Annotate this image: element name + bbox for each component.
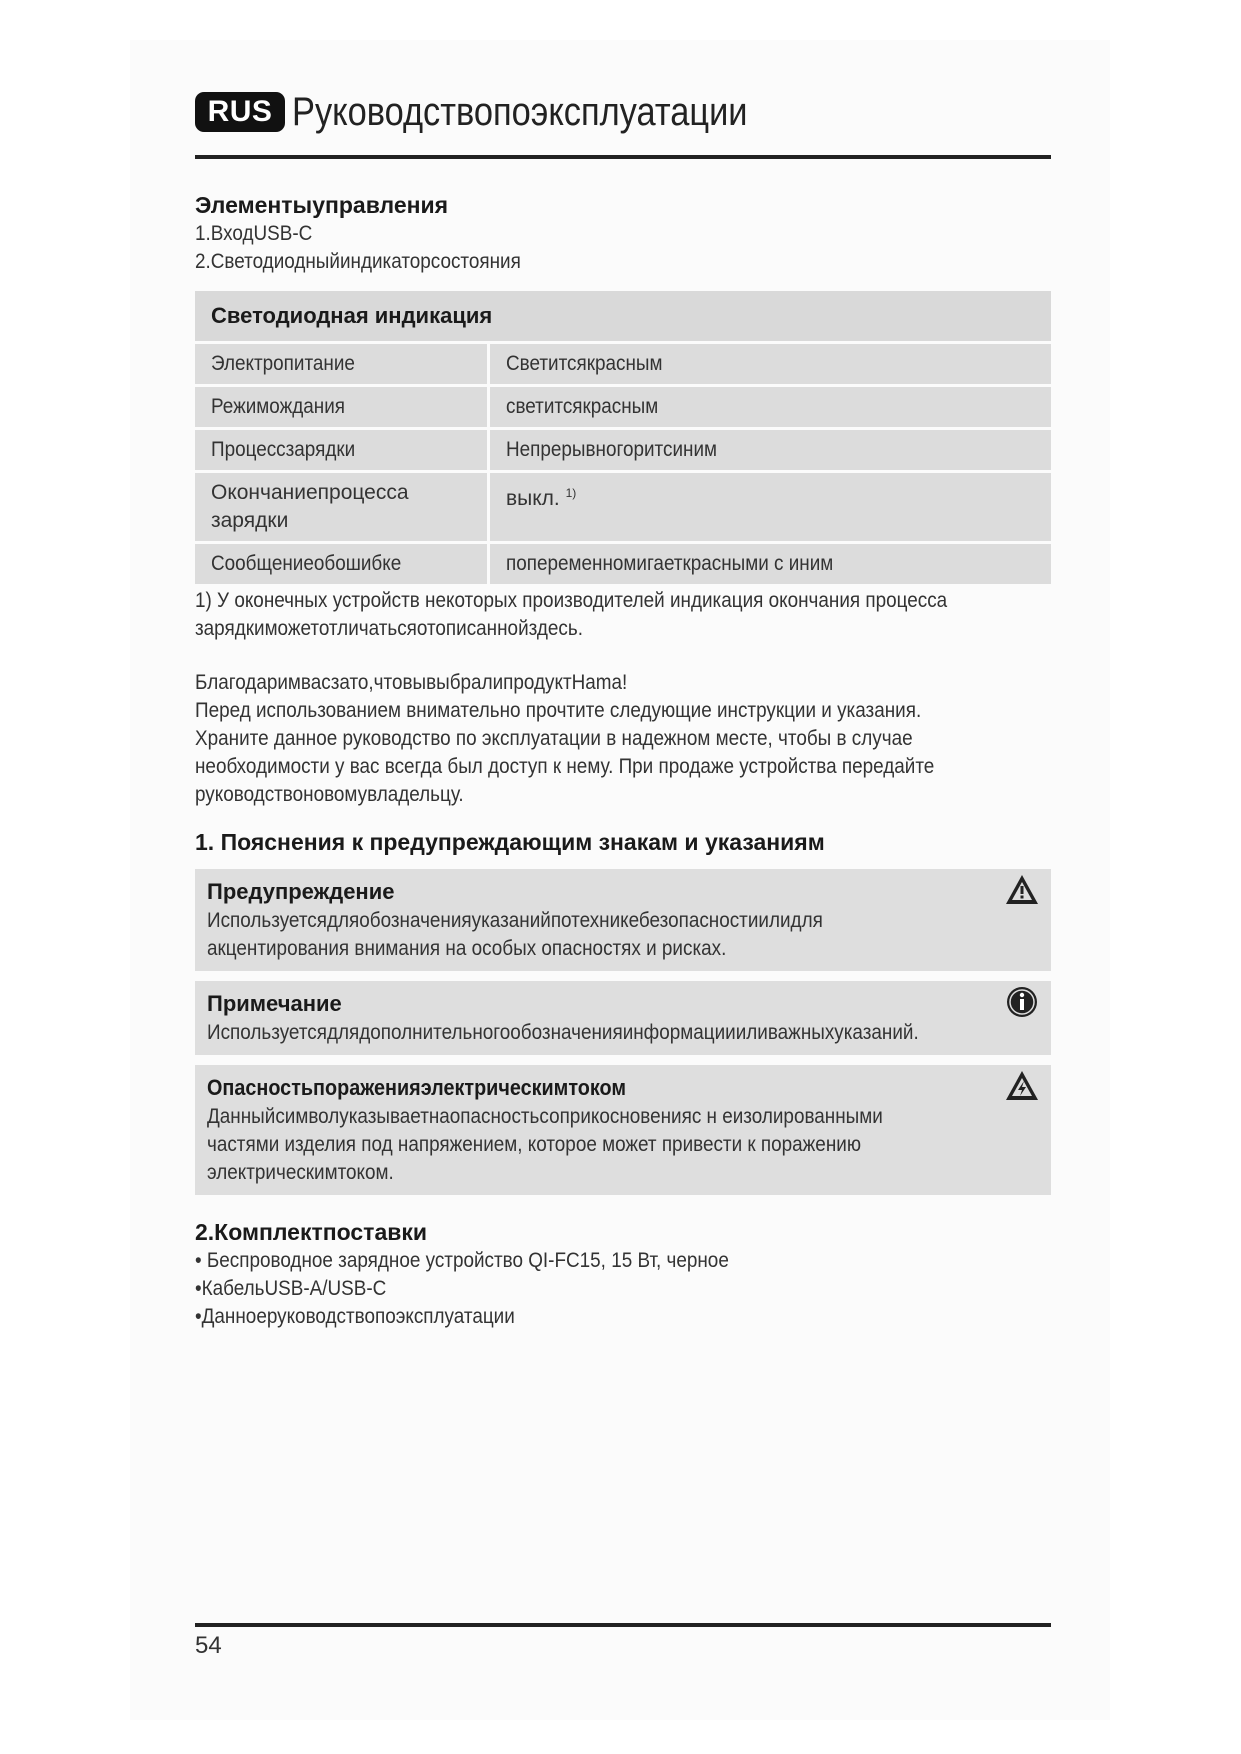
- language-badge: RUS: [195, 92, 285, 132]
- led-indication: выкл. $^{1)}$: [490, 473, 1051, 541]
- led-indication: попеременномигаеткрасными с иним: [490, 544, 1051, 584]
- warning-text: Используетсядляобозначенияуказанийпотехникебезопасностиилидля: [207, 909, 823, 932]
- controls-heading: Элементыуправления: [195, 192, 449, 218]
- led-state: Окончаниепроцесса зарядки: [195, 473, 490, 541]
- table-row: [195, 473, 1051, 541]
- intro-text: руководствоновомувладельцу.: [195, 783, 464, 806]
- led-indication: Непрерывногоритсиним: [490, 430, 1051, 470]
- shock-text: электрическимтоком.: [207, 1161, 394, 1184]
- led-indication: Светитсякрасным: [490, 344, 1051, 384]
- note-box: [195, 981, 1051, 1055]
- list-item: • Беспроводное зарядное устройство QI-FC15, 15 Вт, черное: [195, 1249, 729, 1272]
- warning-box: [195, 869, 1051, 971]
- controls-item: 2.Светодиодныйиндикаторсостояния: [195, 250, 521, 273]
- shock-text: частями изделия под напряжением, которое может привести к поражению: [207, 1133, 861, 1156]
- note-text: Используетсядлядополнительногообозначенияинформациииливажныхуказаний.: [207, 1021, 919, 1044]
- intro-text: Храните данное руководство по эксплуатации в надежном месте, чтобы в случае: [195, 727, 913, 750]
- intro-text: Благодаримвасзато,чтовывыбралипродуктHama!: [195, 671, 628, 694]
- controls-item: 1.ВходUSB-C: [195, 222, 313, 245]
- shock-text: Данныйсимволуказываетнаопасностьсоприкосновенияс н еизолированными: [207, 1105, 883, 1128]
- led-table-title: Светодиодная индикация: [211, 303, 493, 328]
- warning-text: акцентирования внимания на особых опасностях и рисках.: [207, 937, 727, 960]
- intro-text: Перед использованием внимательно прочтите следующие инструкции и указания.: [195, 699, 922, 722]
- footnote: зарядкиможетотличатьсяотописаннойздесь.: [195, 617, 583, 640]
- table-row: [195, 430, 1051, 470]
- footer-divider: [195, 1623, 1051, 1627]
- warning-title: Предупреждение: [207, 879, 395, 904]
- section1-heading: 1. Пояснения к предупреждающим знакам и указаниям: [195, 829, 825, 855]
- led-state: Процессзарядки: [195, 430, 490, 470]
- list-item: •Данноеруководствопоэксплуатации: [195, 1305, 515, 1328]
- page-number: 54: [195, 1632, 222, 1659]
- page-title: Руководствопоэксплуатации: [292, 90, 748, 134]
- led-state: Режимождания: [195, 387, 490, 427]
- info-circle-icon: [1005, 985, 1039, 1019]
- led-indication: светитсякрасным: [490, 387, 1051, 427]
- table-row: [195, 387, 1051, 427]
- led-state: Сообщениеобошибке: [195, 544, 490, 584]
- warning-triangle-icon: [1005, 873, 1039, 907]
- list-item: •КабельUSB-A/USB-C: [195, 1277, 387, 1300]
- note-title: Примечание: [207, 991, 342, 1016]
- footnote: 1) У оконечных устройств некоторых производителей индикация окончания процесса: [195, 589, 948, 612]
- section2-heading: 2.Комплектпоставки: [195, 1219, 428, 1245]
- led-state: Электропитание: [195, 344, 490, 384]
- table-row: [195, 344, 1051, 384]
- page-header: [195, 88, 1050, 160]
- footnote-marker: 1): [565, 486, 577, 500]
- electric-shock-triangle-icon: [1005, 1069, 1039, 1103]
- intro-text: необходимости у вас всегда был доступ к нему. При продаже устройства передайте: [195, 755, 935, 778]
- led-indication-table: [195, 288, 1051, 587]
- shock-title: Опасностьпораженияэлектрическимтоком: [207, 1075, 626, 1100]
- electric-shock-box: [195, 1065, 1051, 1195]
- main-content: [195, 190, 1051, 1331]
- header-divider: [195, 155, 1051, 159]
- table-row: [195, 544, 1051, 584]
- led-table-header: [195, 291, 1051, 341]
